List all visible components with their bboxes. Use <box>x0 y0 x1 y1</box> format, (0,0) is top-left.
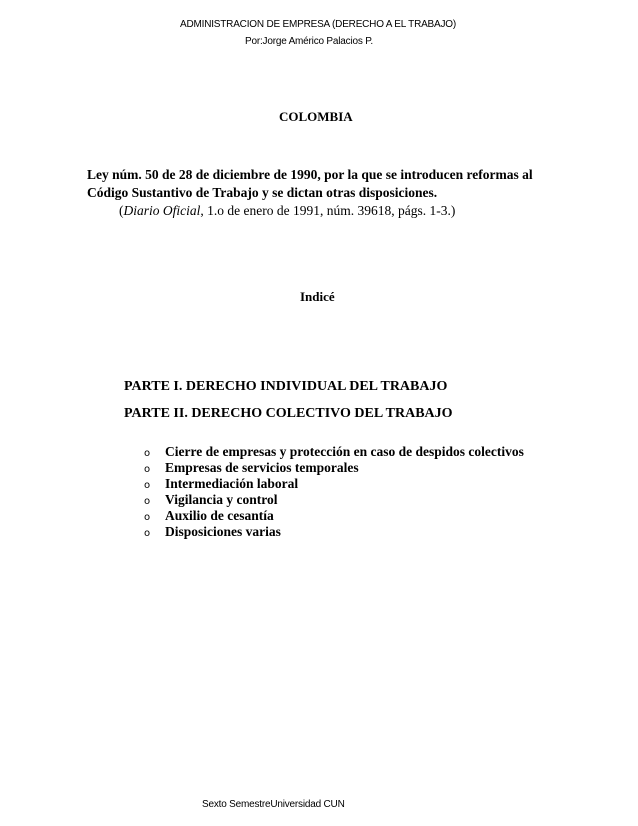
list-item <box>144 444 524 460</box>
part-item: PARTE II. DERECHO COLECTIVO DEL TRABAJO <box>124 406 453 421</box>
list-item <box>144 508 524 524</box>
bullet-icon: o <box>144 448 151 459</box>
list-item-label: Disposiciones varias <box>165 524 281 539</box>
page-footer: Sexto SemestreUniversidad CUN <box>202 799 345 810</box>
part-item: PARTE I. DERECHO INDIVIDUAL DEL TRABAJO <box>124 379 448 394</box>
subitems-list <box>144 444 524 540</box>
bullet-icon: o <box>144 480 151 491</box>
list-item-label: Auxilio de cesantía <box>165 508 274 523</box>
bullet-icon: o <box>144 512 151 523</box>
law-title: Ley núm. 50 de 28 de diciembre de 1990, por la que se introducen reformas al Código Sustantivo de Trabajo y se dictan otras disposiciones. <box>87 167 533 200</box>
list-item-label: Cierre de empresas y protección en caso de despidos colectivos <box>165 444 524 459</box>
list-item-label: Vigilancia y control <box>165 492 278 507</box>
header-author: Por:Jorge Américo Palacios P. <box>245 36 373 47</box>
list-item <box>144 492 524 508</box>
law-source-details: , 1.o de enero de 1991, núm. 39618, págs. 1-3.) <box>200 203 456 218</box>
law-source-open: ( <box>119 203 124 218</box>
list-item <box>144 476 524 492</box>
bullet-icon: o <box>144 528 151 539</box>
country-heading-text: COLOMBIA <box>279 109 353 124</box>
list-item <box>144 460 524 476</box>
list-item-label: Empresas de servicios temporales <box>165 460 359 475</box>
index-title: Indicé <box>300 289 335 304</box>
law-source <box>87 202 557 220</box>
list-item <box>144 524 524 540</box>
bullet-icon: o <box>144 496 151 507</box>
parts-list <box>124 378 453 429</box>
bullet-icon: o <box>144 464 151 475</box>
list-item-label: Intermediación laboral <box>165 476 299 491</box>
law-block <box>87 166 557 220</box>
law-source-publication: Diario Oficial <box>123 203 201 218</box>
header-course-title: ADMINISTRACION DE EMPRESA (DERECHO A EL TRABAJO) <box>180 19 457 30</box>
